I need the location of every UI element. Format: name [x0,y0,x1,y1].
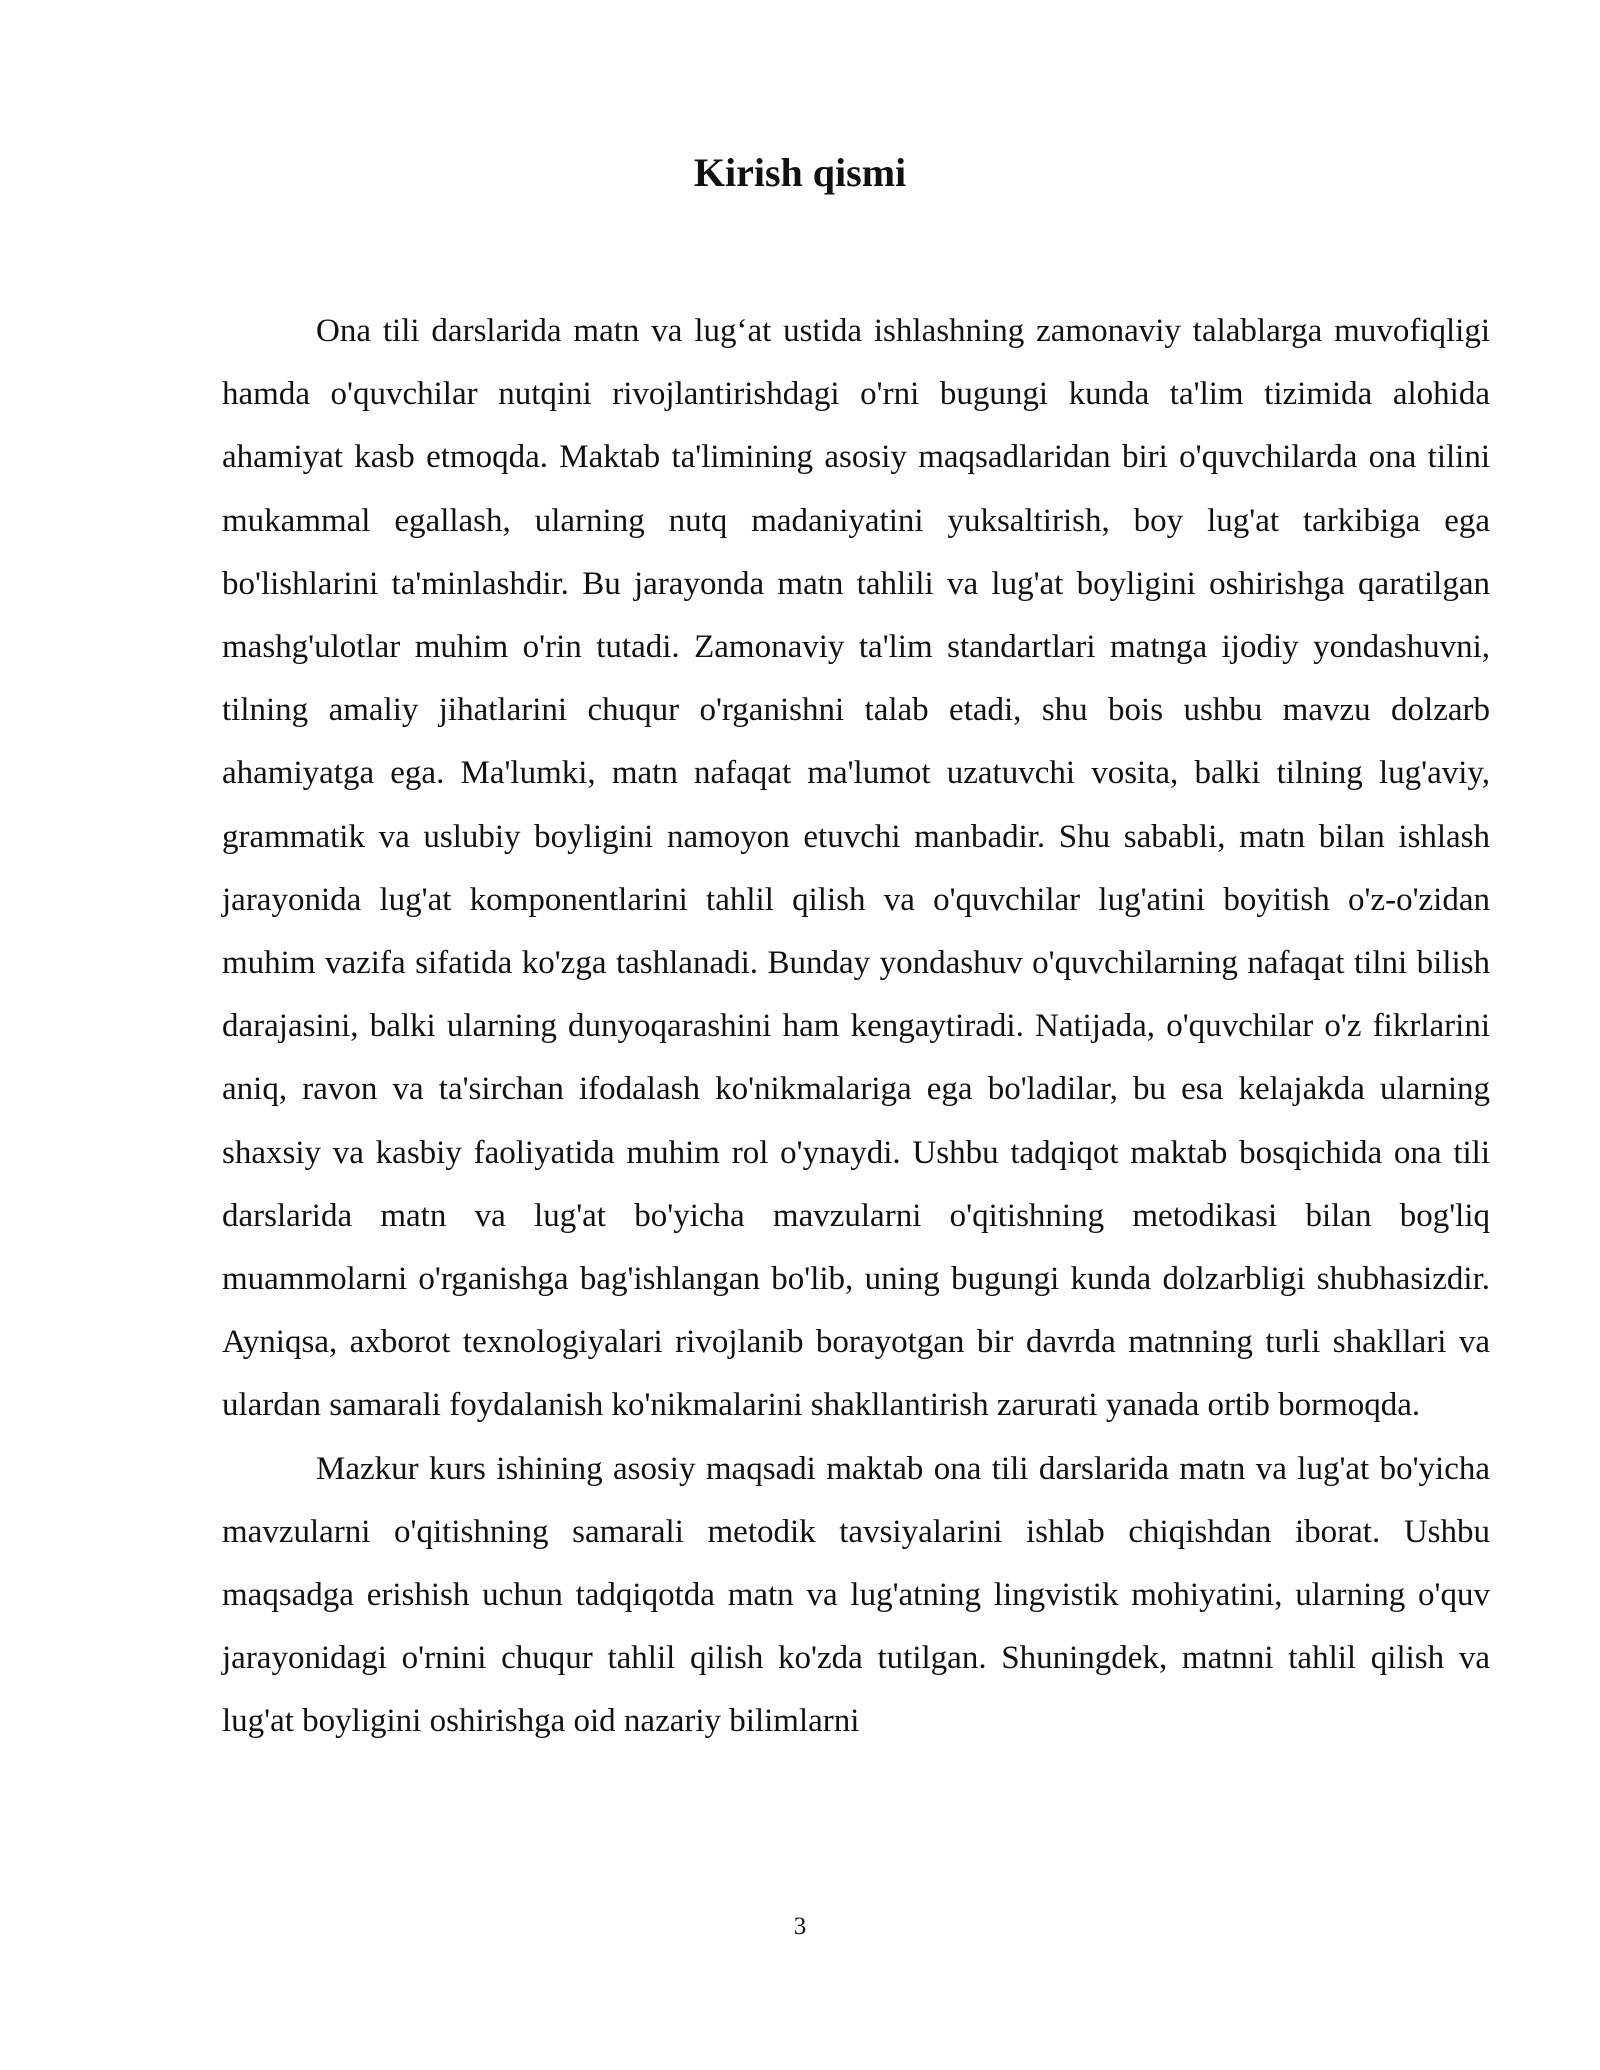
paragraph-2: Mazkur kurs ishining asosiy maqsadi maktab ona tili darslarida matn va lug'at bo'yicha mavzularni o'qitishning samarali metodik tavsiyalarini ishlab chiqishdan iborat. Ushbu maqsadga erishish uchun tadqiqotda matn va lug'atning lingvistik mohiyatini, ularning o'quv jarayonidagi o'rnini chuqur tahlil qilish ko'zda tutilgan. Shuningdek, matnni tahlil qilish va lug'at boyligini oshirishga oid nazariy bilimlarni [222,1450,1490,1740]
body-text [222,300,1490,1754]
page-number: 3 [793,1913,807,1940]
paragraph-1: Ona tili darslarida matn va lug‘at ustida ishlashning zamonaviy talablarga muvofiqligi hamda o'quvchilar nutqini rivojlantirishdagi o'rni bugungi kunda ta'lim tizimida alohida ahamiyat kasb etmoqda. Maktab ta'limining asosiy maqsadlaridan biri o'quvchilarda ona tilini mukammal egallash, ularning nutq madaniyatini yuksaltirish, boy lug'at tarkibiga ega bo'lishlarini ta'minlashdir. Bu jarayonda matn tahlili va lug'at boyligini oshirishga qaratilgan mashg'ulotlar muhim o'rin tutadi. Zamonaviy ta'lim standartlari matnga ijodiy yondashuvni, tilning amaliy jihatlarini chuqur o'rganishni talab etadi, shu bois ushbu mavzu dolzarb ahamiyatga ega. Ma'lumki, matn nafaqat ma'lumot uzatuvchi vosita, balki tilning lug'aviy, grammatik va uslubiy boyligini namoyon etuvchi manbadir. Shu sababli, matn bilan ishlash jarayonida lug'at komponentlarini tahlil qilish va o'quvchilar lug'atini boyitish o'z-o'zidan muhim vazifa sifatida ko'zga tashlanadi. Bunday yondashuv o'quvchilarning nafaqat tilni bilish darajasini, balki ularning dunyoqarashini ham kengaytiradi. Natijada, o'quvchilar o'z fikrlarini aniq, ravon va ta'sirchan ifodalash ko'nikmalariga ega bo'ladilar, bu esa kelajakda ularning shaxsiy va kasbiy faoliyatida muhim rol o'ynaydi. Ushbu tadqiqot maktab bosqichida ona tili darslarida matn va lug'at bo'yicha mavzularni o'qitishning metodikasi bilan bog'liq muammolarni o'rganishga bag'ishlangan bo'lib, uning bugungi kunda dolzarbligi shubhasizdir. Ayniqsa, axborot texnologiyalari rivojlanib borayotgan bir davrda matnning turli shakllari va ulardan samarali foydalanish ko'nikmalarini shakllantirish zarurati yanada ortib bormoqda. [222,313,1490,1424]
page-title: Kirish qismi [693,150,907,195]
